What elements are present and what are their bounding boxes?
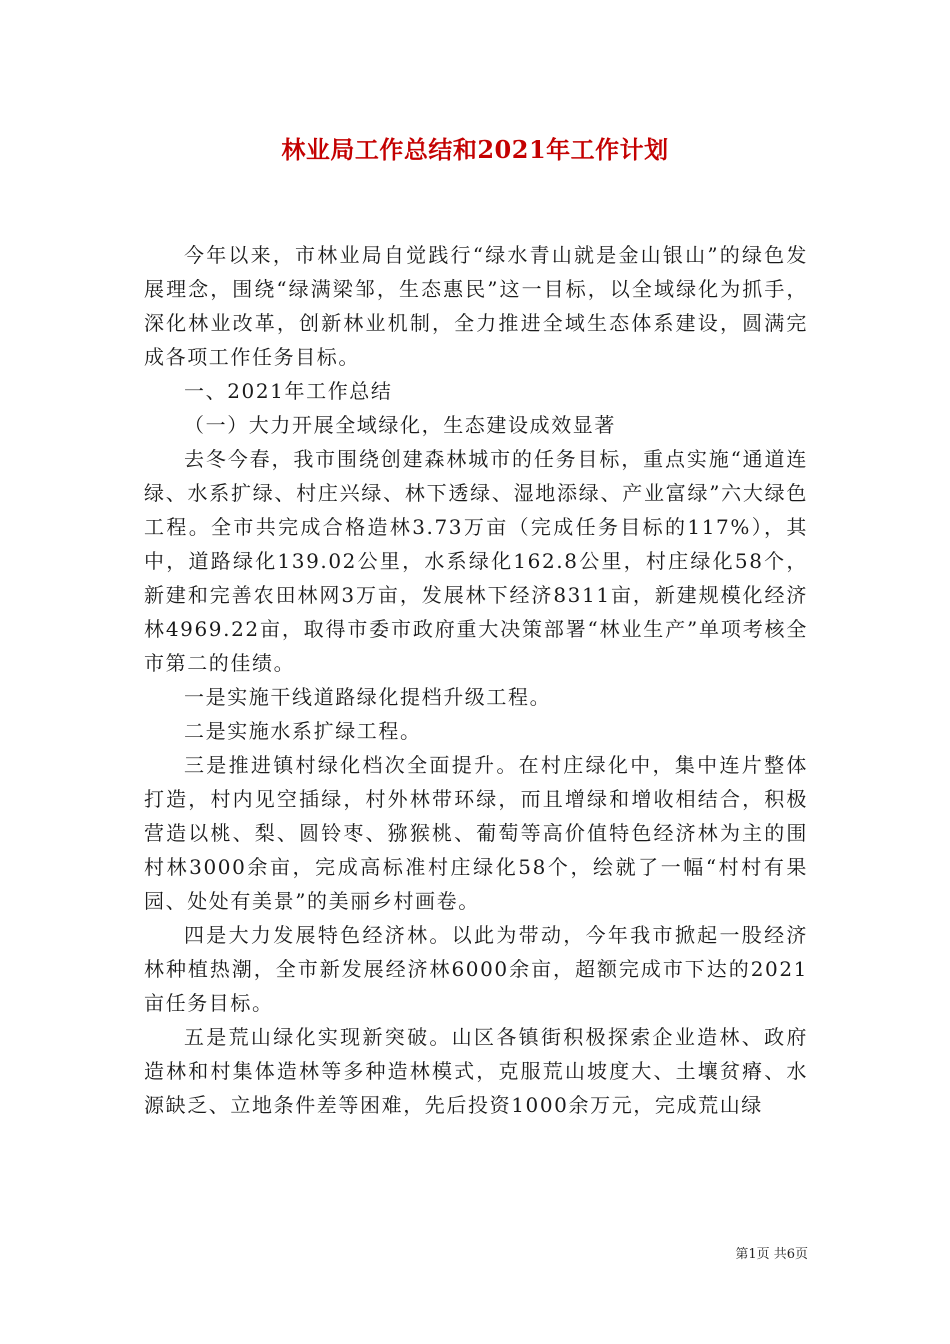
- paragraph-item-5: 五是荒山绿化实现新突破。山区各镇街积极探索企业造林、政府造林和村集体造林等多种造林模式，克服荒山坡度大、土壤贫瘠、水源缺乏、立地条件差等困难，先后投资1000余万元，完成荒山绿: [144, 1025, 808, 1117]
- page-number: 第1页 共6页: [735, 1247, 808, 1262]
- paragraph-intro: 今年以来，市林业局自觉践行“绿水青山就是金山银山”的绿色发展理念，围绕“绿满梁邹，生态惠民”这一目标，以全域绿化为抓手，深化林业改革，创新林业机制，全力推进全域生态体系建设，圆满完成各项工作任务目标。: [144, 243, 808, 369]
- document-title: 林业局工作总结和2021年工作计划: [281, 135, 669, 164]
- paragraph-item-4: 四是大力发展特色经济林。以此为带动，今年我市掀起一股经济林种植热潮，全市新发展经济林6000余亩，超额完成市下达的2021亩任务目标。: [144, 923, 808, 1015]
- paragraph-item-2: 二是实施水系扩绿工程。: [184, 719, 422, 743]
- paragraph-summary: 去冬今春，我市围绕创建森林城市的任务目标，重点实施“通道连绿、水系扩绿、村庄兴绿、林下透绿、湿地添绿、产业富绿”六大绿色工程。全市共完成合格造林3.73万亩（完成任务目标的117%），其中，道路绿化139.02公里，水系绿化162.8公里，村庄绿化58个，新建和完善农田林网3万亩，发展林下经济8311亩，新建规模化经济林4969.22亩，取得市委市政府重大决策部署“林业生产”单项考核全市第二的佳绩。: [144, 447, 808, 675]
- section-heading-1: 一、2021年工作总结: [184, 379, 393, 403]
- paragraph-item-1: 一是实施干线道路绿化提档升级工程。: [184, 685, 552, 709]
- paragraph-item-3: 三是推进镇村绿化档次全面提升。在村庄绿化中，集中连片整体打造，村内见空插绿，村外林带环绿，而且增绿和增收相结合，积极营造以桃、梨、圆铃枣、猕猴桃、葡萄等高价值特色经济林为主的围村林3000余亩，完成高标准村庄绿化58个，绘就了一幅“村村有果园、处处有美景”的美丽乡村画卷。: [144, 753, 808, 913]
- document-body: [144, 238, 808, 1122]
- subsection-heading-1: （一）大力开展全域绿化，生态建设成效显著: [184, 413, 616, 437]
